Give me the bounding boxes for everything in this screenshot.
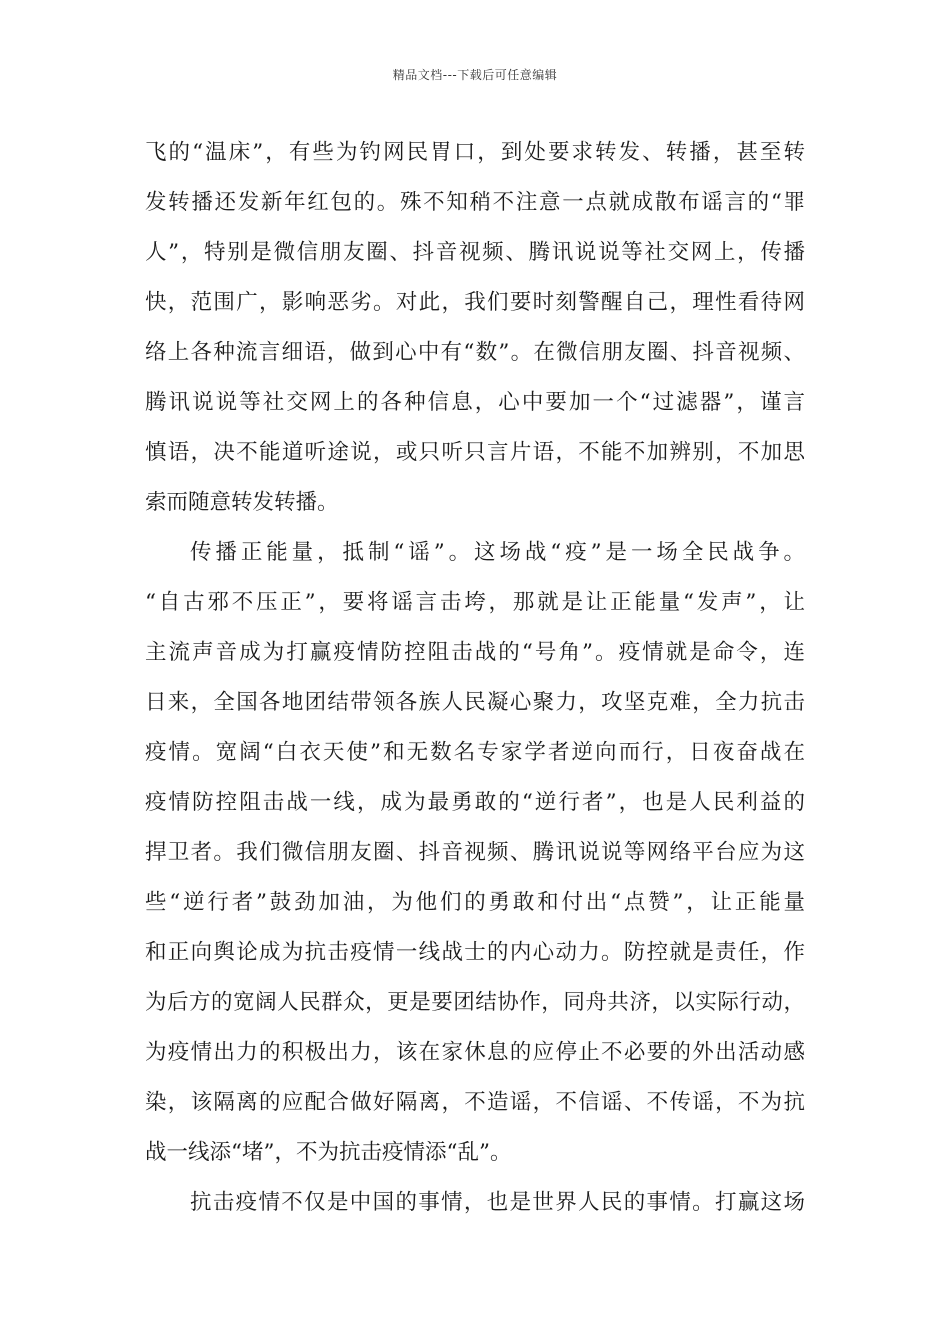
paragraph-1-line-8: 索而随意转发转播。	[145, 490, 339, 515]
paragraph-2-line-6: 疫情防控阻击战一线，成为最勇敢的“逆行者”，也是人民利益的	[145, 790, 805, 815]
paragraph-2-line-7: 捍卫者。我们微信朋友圈、抖音视频、腾讯说说等网络平台应为这	[145, 840, 805, 865]
paragraph-2-line-12: 染，该隔离的应配合做好隔离，不造谣，不信谣、不传谣，不为抗	[145, 1090, 805, 1115]
paragraph-2-line-8: 些“逆行者”鼓劲加油，为他们的勇敢和付出“点赞”，让正能量	[145, 890, 805, 915]
paragraph-2-line-9: 和正向舆论成为抗击疫情一线战士的内心动力。防控就是责任，作	[145, 940, 805, 965]
paragraph-2-line-3: 主流声音成为打赢疫情防控阻击战的“号角”。疫情就是命令，连	[145, 640, 805, 665]
paragraph-1-line-1: 飞的“温床”，有些为钓网民胃口，到处要求转发、转播，甚至转	[145, 140, 805, 165]
paragraph-1-line-6: 腾讯说说等社交网上的各种信息，心中要加一个“过滤器”，谨言	[145, 390, 805, 415]
page-header: 精品文档---下载后可任意编辑	[392, 68, 558, 82]
paragraph-3-line-1: 抗击疫情不仅是中国的事情，也是世界人民的事情。打赢这场	[190, 1190, 805, 1215]
paragraph-2-line-4: 日来，全国各地团结带领各族人民凝心聚力，攻坚克难，全力抗击	[145, 690, 805, 715]
paragraph-2-line-13: 战一线添“堵”，不为抗击疫情添“乱”。	[145, 1140, 512, 1165]
paragraph-2-line-2: “自古邪不压正”，要将谣言击垮，那就是让正能量“发声”，让	[145, 590, 805, 615]
paragraph-2-line-10: 为后方的宽阔人民群众，更是要团结协作，同舟共济，以实际行动，	[145, 990, 805, 1015]
paragraph-2-line-5: 疫情。宽阔“白衣天使”和无数名专家学者逆向而行，日夜奋战在	[145, 740, 805, 765]
paragraph-2-line-1: 传播正能量，抵制“谣”。这场战“疫”是一场全民战争。	[190, 540, 805, 565]
paragraph-1-line-7: 慎语，决不能道听途说，或只听只言片语，不能不加辨别，不加思	[145, 440, 805, 465]
paragraph-1-line-3: 人”，特别是微信朋友圈、抖音视频、腾讯说说等社交网上，传播	[145, 240, 805, 265]
body-text	[145, 128, 805, 1228]
paragraph-2-line-11: 为疫情出力的积极出力，该在家休息的应停止不必要的外出活动感	[145, 1040, 805, 1065]
paragraph-1-line-4: 快，范围广，影响恶劣。对此，我们要时刻警醒自己，理性看待网	[145, 290, 805, 315]
paragraph-1-line-2: 发转播还发新年红包的。殊不知稍不注意一点就成散布谣言的“罪	[145, 190, 805, 215]
paragraph-1-line-5: 络上各种流言细语，做到心中有“数”。在微信朋友圈、抖音视频、	[145, 340, 805, 365]
